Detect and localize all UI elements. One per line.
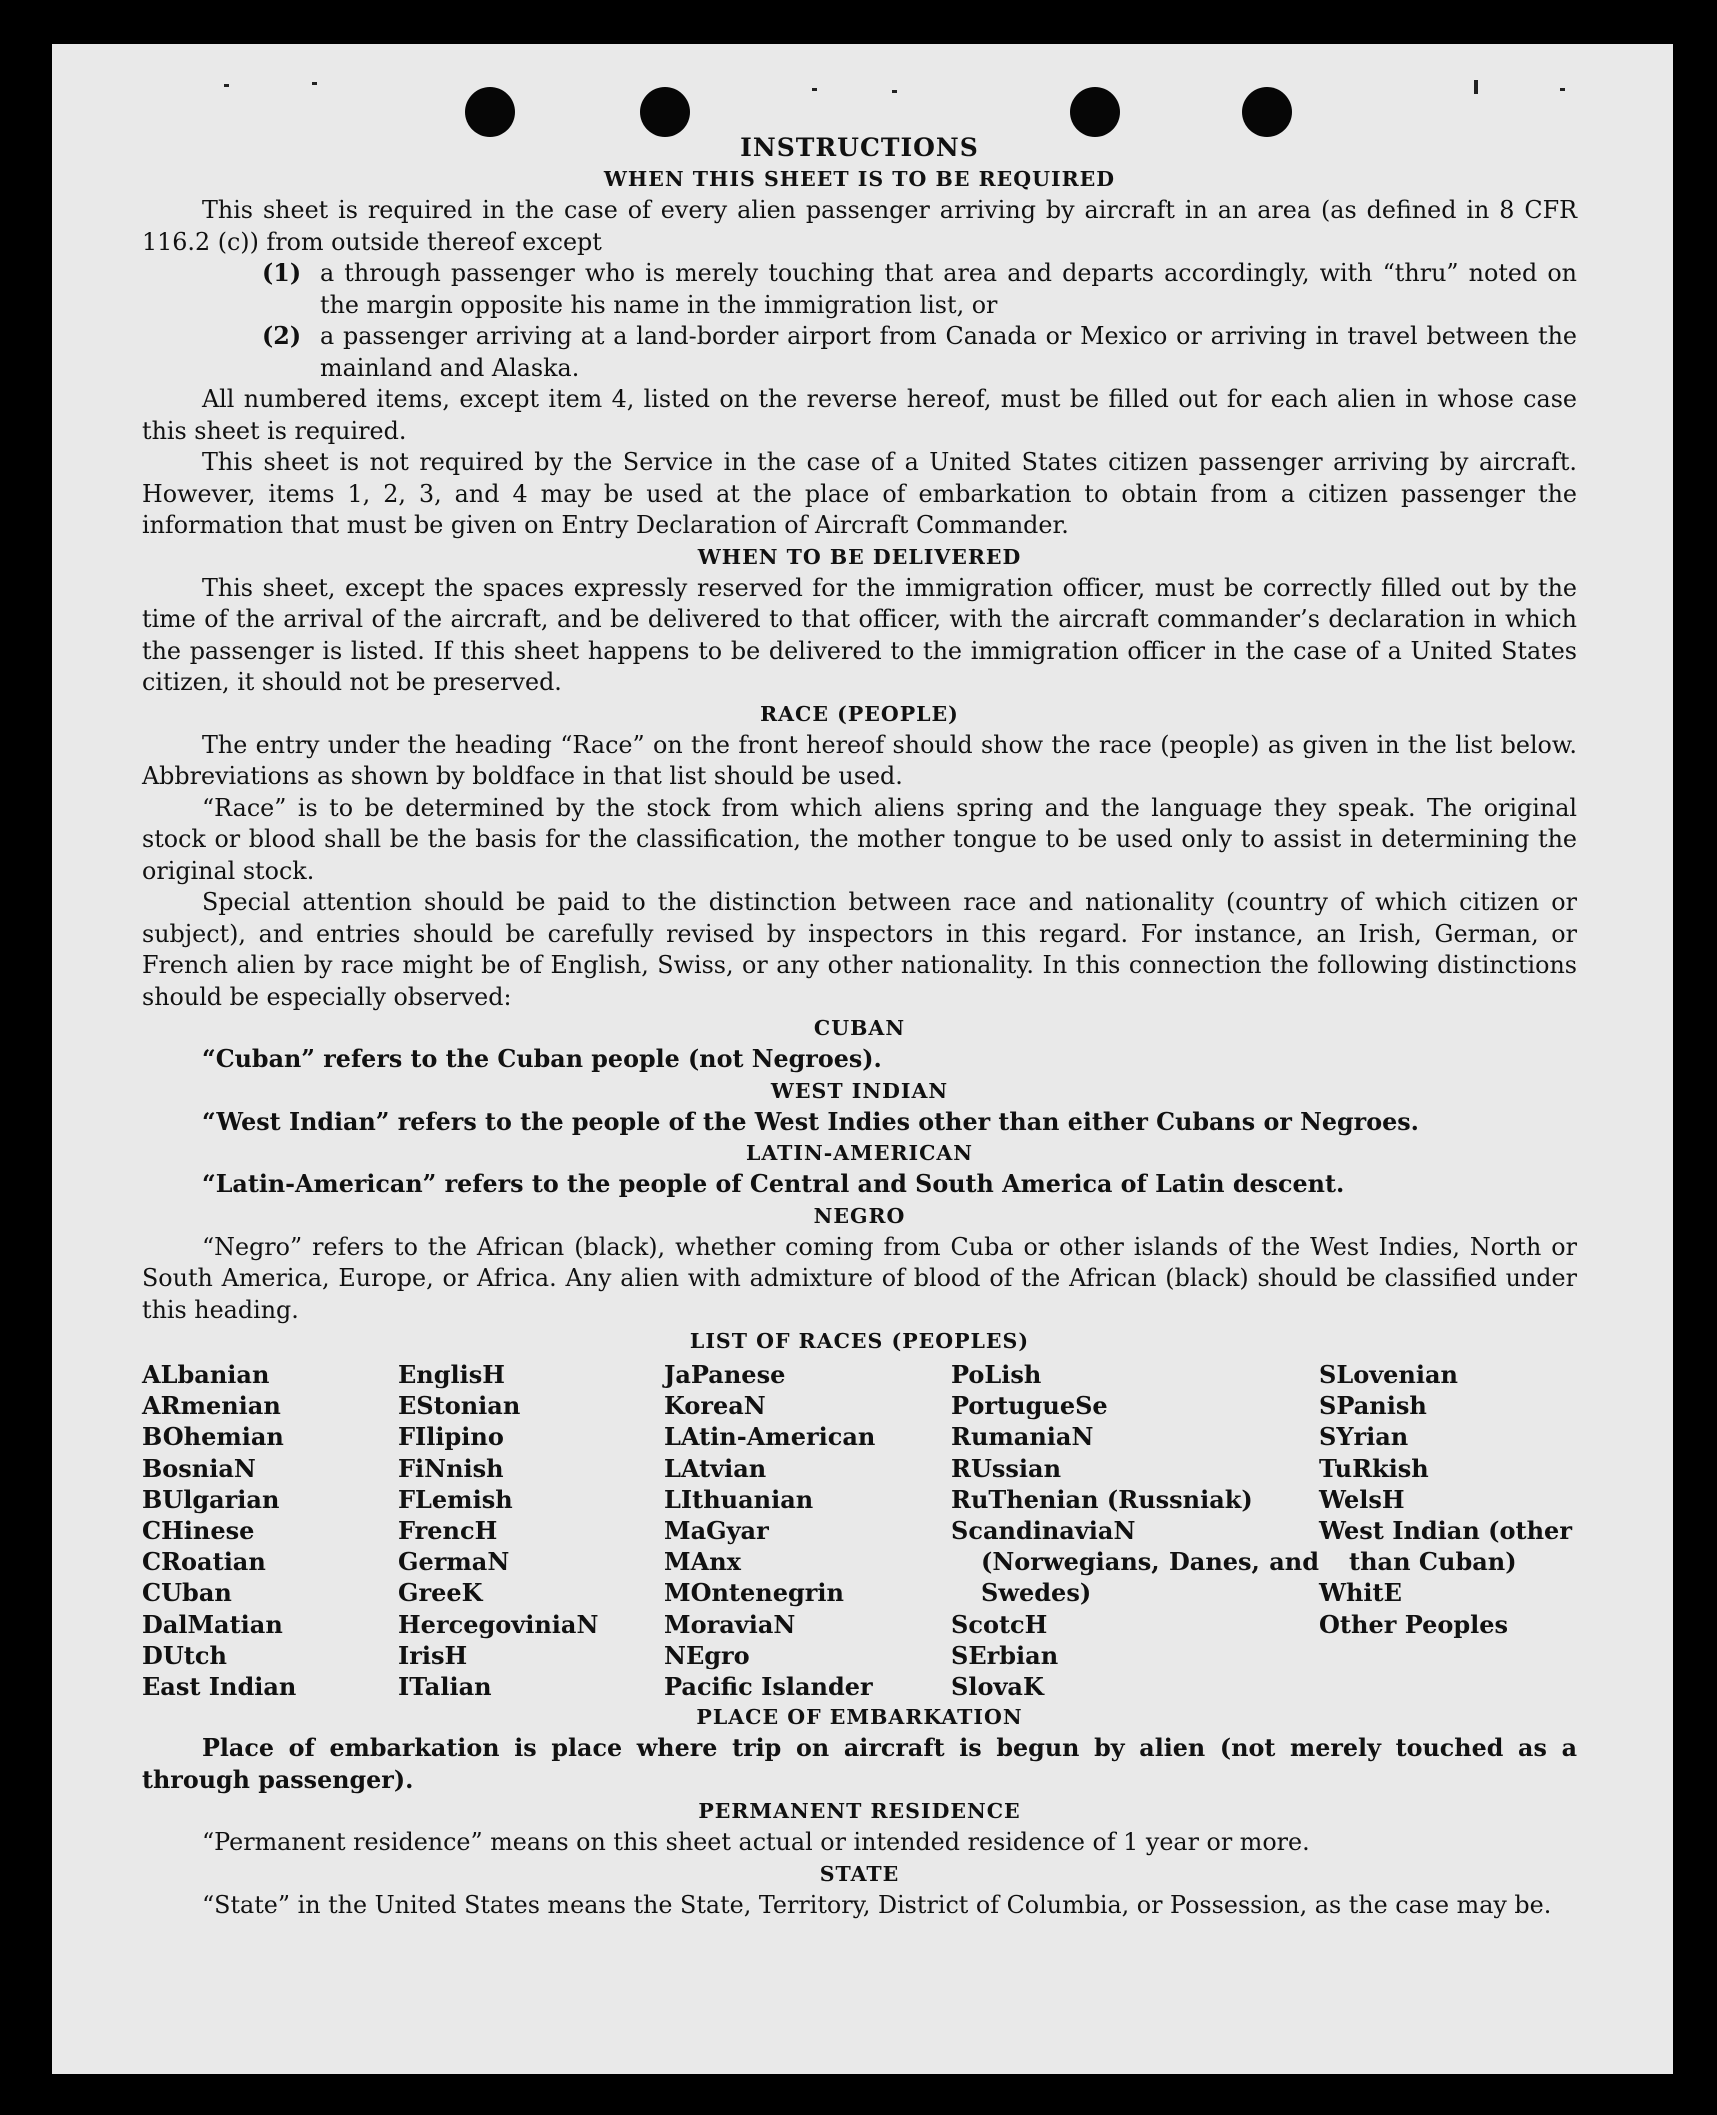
paragraph-latin-american: “Latin-American” refers to the people of Central and South America of Latin descent. bbox=[202, 1170, 1345, 1198]
race-entry: GermaN bbox=[398, 1547, 510, 1577]
race-entry: SErbian bbox=[951, 1640, 1059, 1670]
race-column bbox=[664, 1359, 951, 1702]
race-entry: BUlgarian bbox=[142, 1484, 280, 1514]
heading-negro: NEGRO bbox=[813, 1203, 906, 1228]
race-entry: IrisH bbox=[398, 1640, 468, 1670]
speck bbox=[1474, 80, 1478, 94]
heading-embarkation: PLACE OF EMBARKATION bbox=[696, 1705, 1023, 1730]
race-entry: CHinese bbox=[142, 1516, 255, 1546]
race-entry: RuThenian (Russniak) bbox=[951, 1484, 1253, 1514]
race-entry: MOntenegrin bbox=[664, 1578, 844, 1608]
race-entry: SYrian bbox=[1319, 1422, 1409, 1452]
race-entry: RUssian bbox=[951, 1453, 1062, 1483]
race-entry: ITalian bbox=[398, 1672, 492, 1702]
document-page bbox=[52, 44, 1673, 2074]
race-entry: BOhemian bbox=[142, 1422, 284, 1452]
speck bbox=[312, 82, 317, 85]
race-entry: TuRkish bbox=[1319, 1453, 1429, 1483]
race-entry: NEgro bbox=[664, 1640, 750, 1670]
race-entry: EStonian bbox=[398, 1391, 521, 1421]
exception-item bbox=[262, 321, 1577, 384]
instructions-content bbox=[142, 132, 1577, 1921]
punch-hole bbox=[465, 87, 515, 137]
item-number: (1) bbox=[262, 259, 302, 287]
speck bbox=[224, 84, 229, 87]
race-entry: EnglisH bbox=[398, 1360, 505, 1389]
race-entry: JaPanese bbox=[664, 1360, 786, 1389]
heading-state: STATE bbox=[819, 1861, 900, 1886]
paragraph-numbered-items: All numbered items, except item 4, listed on the reverse hereof, must be filled out for each alien in whose case this sheet is required. bbox=[142, 385, 1577, 445]
race-entry: FrencH bbox=[398, 1516, 498, 1546]
race-entry: West Indian (other than Cuban) bbox=[1319, 1516, 1572, 1577]
race-entry: WhitE bbox=[1319, 1578, 1402, 1608]
paragraph-permanent-residence: “Permanent residence” means on this sheet actual or intended residence of 1 year or more. bbox=[202, 1828, 1310, 1857]
paragraph-delivered: This sheet, except the spaces expressly reserved for the immigration officer, must be correctly filled out by the time of the arrival of the aircraft, and be delivered to that officer, with the aircraft commander’s declaration in which the passenger is listed. If this sheet happens to be delivered to the immigration officer in the case of a United States citizen, it should not be preserved. bbox=[142, 573, 1577, 696]
item-number: (2) bbox=[262, 322, 302, 350]
race-entry: RumaniaN bbox=[951, 1422, 1094, 1452]
page-title: INSTRUCTIONS bbox=[740, 133, 979, 162]
race-entry: GreeK bbox=[398, 1578, 483, 1608]
race-entry: MoraviaN bbox=[664, 1609, 796, 1639]
punch-hole bbox=[1242, 87, 1292, 137]
paragraph-cuban: “Cuban” refers to the Cuban people (not Negroes). bbox=[202, 1045, 882, 1073]
race-column bbox=[951, 1359, 1319, 1702]
heading-list-of-races: LIST OF RACES (PEOPLES) bbox=[689, 1329, 1030, 1353]
race-entry: ScandinaviaN (Norwegians, Danes, and Swedes) bbox=[951, 1516, 1319, 1608]
punch-hole bbox=[640, 87, 690, 137]
paragraph-embarkation: Place of embarkation is place where trip on aircraft is begun by alien (not merely touched as a through passenger). bbox=[142, 1734, 1577, 1794]
race-entry: FiNnish bbox=[398, 1453, 504, 1483]
race-entry: SLovenian bbox=[1319, 1360, 1458, 1389]
speck bbox=[812, 88, 817, 91]
race-entry: ALbanian bbox=[142, 1360, 270, 1389]
paragraph-race-1: The entry under the heading “Race” on the front hereof should show the race (people) as given in the list below. Abbreviations as shown by boldface in that list should be used. bbox=[142, 730, 1577, 790]
paragraph-state: “State” in the United States means the State, Territory, District of Columbia, or Possession, as the case may be. bbox=[202, 1890, 1552, 1919]
race-entry: East Indian bbox=[142, 1672, 297, 1702]
item-text: a passenger arriving at a land-border airport from Canada or Mexico or arriving in travel between the mainland and Alaska. bbox=[320, 322, 1577, 382]
race-entry: CRoatian bbox=[142, 1547, 266, 1577]
race-column bbox=[142, 1359, 398, 1702]
heading-when-required: WHEN THIS SHEET IS TO BE REQUIRED bbox=[603, 167, 1116, 191]
speck bbox=[892, 90, 897, 93]
paragraph-required-intro: This sheet is required in the case of every alien passenger arriving by aircraft in an area (as defined in 8 CFR 116.2 (c)) from outside thereof except bbox=[142, 196, 1577, 256]
race-entry: KoreaN bbox=[664, 1391, 766, 1421]
heading-west-indian: WEST INDIAN bbox=[770, 1078, 949, 1103]
race-entry: FLemish bbox=[398, 1484, 513, 1514]
race-column bbox=[398, 1359, 664, 1702]
heading-latin-american: LATIN-AMERICAN bbox=[745, 1141, 974, 1165]
paragraph-negro: “Negro” refers to the African (black), whether coming from Cuba or other islands of the West Indies, North or South America, Europe, or Africa. Any alien with admixture of blood of the African (black) should be classified under this heading. bbox=[142, 1232, 1577, 1324]
exception-item bbox=[262, 258, 1577, 321]
race-entry: PoLish bbox=[951, 1360, 1042, 1389]
race-entry: WelsH bbox=[1319, 1484, 1405, 1514]
race-entry: Other Peoples bbox=[1319, 1609, 1509, 1639]
heading-race: RACE (PEOPLE) bbox=[760, 701, 959, 726]
race-entry: LIthuanian bbox=[664, 1484, 814, 1514]
race-entry: CUban bbox=[142, 1578, 232, 1608]
heading-permanent-residence: PERMANENT RESIDENCE bbox=[698, 1799, 1021, 1824]
race-entry: ARmenian bbox=[142, 1391, 281, 1421]
paragraph-race-3: Special attention should be paid to the distinction between race and nationality (country of which citizen or subject), and entries should be carefully revised by inspectors in this regard. For instance, an Irish, German, or French alien by race might be of English, Swiss, or any other nationality. In this connection the following distinctions should be especially observed: bbox=[142, 888, 1577, 1011]
punch-hole bbox=[1070, 87, 1120, 137]
paragraph-west-indian: “West Indian” refers to the people of the West Indies other than either Cubans or Negroes. bbox=[202, 1107, 1419, 1136]
item-text: a through passenger who is merely touching that area and departs accordingly, with “thru” noted on the margin opposite his name in the immigration list, or bbox=[320, 259, 1577, 319]
race-list bbox=[142, 1359, 1577, 1702]
race-entry: DalMatian bbox=[142, 1609, 283, 1639]
heading-cuban: CUBAN bbox=[813, 1016, 906, 1040]
race-entry: MAnx bbox=[664, 1547, 741, 1577]
race-entry: PortugueSe bbox=[951, 1391, 1108, 1421]
race-entry: MaGyar bbox=[664, 1516, 769, 1546]
speck bbox=[1560, 88, 1565, 91]
race-entry: Pacific Islander bbox=[664, 1672, 873, 1702]
race-entry: LAtin-American bbox=[664, 1422, 876, 1452]
race-entry: DUtch bbox=[142, 1640, 227, 1670]
race-entry: SlovaK bbox=[951, 1672, 1044, 1702]
race-entry: BosniaN bbox=[142, 1453, 256, 1483]
race-entry: HercegoviniaN bbox=[398, 1609, 599, 1639]
race-entry: LAtvian bbox=[664, 1453, 767, 1483]
paragraph-race-2: “Race” is to be determined by the stock from which aliens spring and the language they speak. The original stock or blood shall be the basis for the classification, the mother tongue to be used only to assist in determining the original stock. bbox=[142, 793, 1577, 885]
race-entry: FIlipino bbox=[398, 1422, 504, 1452]
heading-when-delivered: WHEN TO BE DELIVERED bbox=[697, 544, 1022, 569]
race-entry: ScotcH bbox=[951, 1609, 1048, 1639]
race-column bbox=[1319, 1359, 1577, 1702]
race-entry: SPanish bbox=[1319, 1391, 1427, 1421]
paragraph-citizen: This sheet is not required by the Service in the case of a United States citizen passenger arriving by aircraft. However, items 1, 2, 3, and 4 may be used at the place of embarkation to obtain from a citizen passenger the information that must be given on Entry Declaration of Aircraft Commander. bbox=[142, 448, 1577, 539]
